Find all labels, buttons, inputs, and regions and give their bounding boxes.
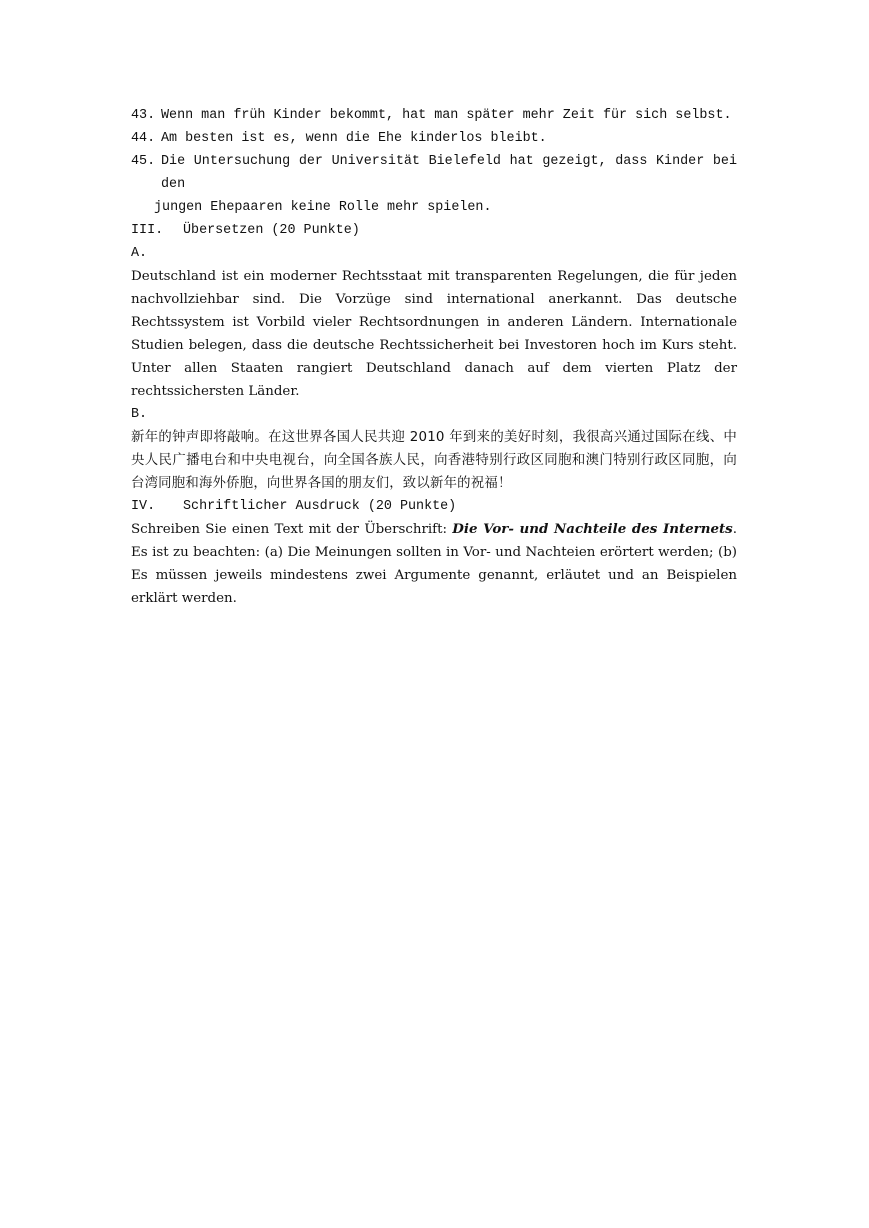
section-heading-writing <box>131 495 737 518</box>
subsection-label-a: A. <box>131 246 148 261</box>
subsection-label-b: B. <box>131 407 148 422</box>
item-number: 44. <box>131 131 156 146</box>
list-item <box>131 150 737 219</box>
section-title: Schriftlicher Ausdruck (20 Punkte) <box>183 499 457 514</box>
essay-title: Die Vor- und Nachteile des Internets <box>452 521 733 537</box>
translation-text-chinese: 新年的钟声即将敲响。在这世界各国人民共迎 2010 年到来的美好时刻，我很高兴通过国际在线、中央人民广播电台和中央电视台，向全国各族人民，向香港特别行政区同胞和澳门特别行政区同胞，向台湾同胞和海外侨胞，向世界各国的朋友们，致以新年的祝福！ <box>131 430 737 491</box>
writing-task-text <box>131 518 737 610</box>
item-number: 43. <box>131 108 156 123</box>
list-item <box>131 127 737 150</box>
section-number: III. <box>131 223 164 238</box>
item-number: 45. <box>131 154 156 169</box>
item-text-line1: Die Untersuchung der Universität Bielefeld hat gezeigt, dass Kinder bei den <box>161 154 737 192</box>
translation-text-german: Deutschland ist ein moderner Rechtsstaat mit transparenten Regelungen, die für jeden nachvollziehbar sind. Die Vorzüge sind international anerkannt. Das deutsche Rechtssystem ist Vorbild vieler Rechtsordnungen in anderen Ländern. Internationale Studien belegen, dass die deutsche Rechtssicherheit bei Investoren hoch im Kurs steht. Unter allen Staaten rangiert Deutschland danach auf dem vierten Platz der rechtssichersten Länder. <box>131 269 737 399</box>
item-text-line2: jungen Ehepaaren keine Rolle mehr spielen. <box>154 200 492 215</box>
list-item <box>131 104 737 127</box>
writing-intro-end: . <box>732 522 737 537</box>
section-title: Übersetzen (20 Punkte) <box>183 223 360 238</box>
section-heading-translation <box>131 219 737 242</box>
writing-intro: Schreiben Sie einen Text mit der Überschrift: <box>131 522 453 537</box>
document-page <box>131 104 737 610</box>
item-text: Wenn man früh Kinder bekommt, hat man später mehr Zeit für sich selbst. <box>161 108 732 123</box>
section-number: IV. <box>131 499 156 514</box>
writing-instructions: Es ist zu beachten: (a) Die Meinungen sollten in Vor- und Nachteien erörtert werden; (b) Es müssen jeweils mindestens zwei Argumente genannt, erläutet und an Beispielen erklärt werden. <box>131 545 737 606</box>
item-text: Am besten ist es, wenn die Ehe kinderlos bleibt. <box>161 131 547 146</box>
